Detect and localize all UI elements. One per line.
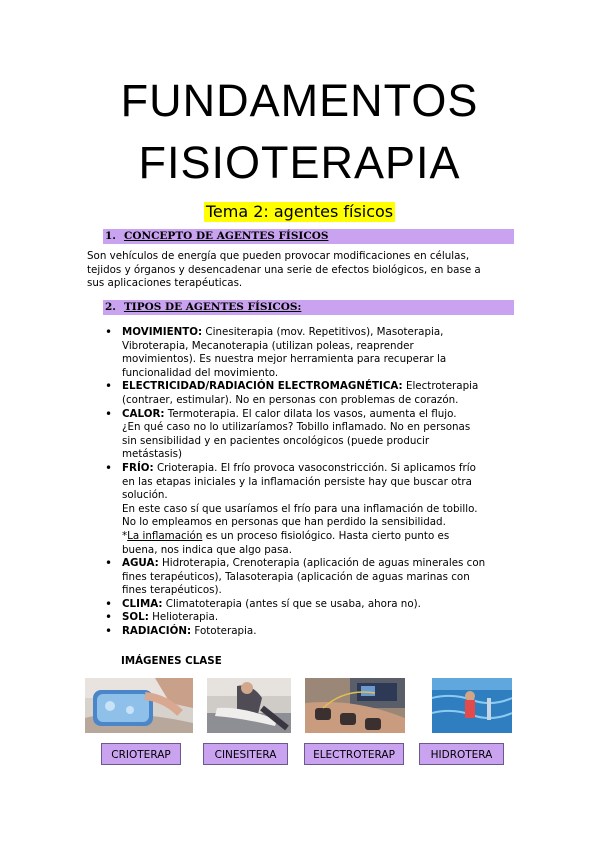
item-term: FRÍO:: [122, 461, 154, 474]
item-text: movimientos). Es nuestra mejor herramienta para recuperar la: [122, 353, 447, 366]
section-2-heading: [103, 300, 514, 315]
electroterapia-button[interactable]: ELECTROTERAP: [304, 743, 404, 765]
cinesiterapia-photo: [207, 678, 291, 733]
item-term: CALOR:: [122, 407, 165, 420]
list-item-movimiento: [104, 326, 514, 380]
item-text: Electroterapia: [402, 380, 479, 393]
crioterapia-photo: [85, 678, 193, 733]
item-text: Helioterapia.: [148, 611, 219, 624]
item-term: RADIACIÓN:: [122, 625, 192, 638]
hidroterapia-button[interactable]: HIDROTERA: [419, 743, 504, 765]
subtitle: [0, 202, 599, 222]
list-item-radiacion: [104, 625, 514, 639]
note-underlined: La inflamación: [127, 529, 203, 542]
item-text: Cinesiterapia (mov. Repetitivos), Masoterapia,: [202, 326, 444, 338]
item-term: MOVIMIENTO:: [122, 326, 203, 338]
list-item-calor: [104, 408, 514, 462]
list-item-clima: [104, 598, 514, 612]
item-term: AGUA:: [122, 557, 159, 570]
section-2-title: TIPOS DE AGENTES FÍSICOS:: [123, 301, 302, 313]
note-text: es un proceso fisiológico. Hasta cierto punto es: [202, 529, 450, 542]
item-text: (contraer, estimular). No en personas con problemas de corazón.: [122, 393, 459, 406]
list-item-agua: [104, 557, 514, 598]
item-text: Crioterapia. El frío provoca vasoconstricción. Si aplicamos frío: [153, 461, 476, 474]
para-line: sus aplicaciones terapéuticas.: [87, 277, 243, 290]
crioterapia-button[interactable]: CRIOTERAP: [101, 743, 181, 765]
item-text: funcionalidad del movimiento.: [122, 366, 279, 379]
item-text: ¿En qué caso no lo utilizaríamos? Tobillo inflamado. No en personas: [122, 421, 471, 434]
item-term: SOL:: [122, 611, 149, 624]
subtitle-text: Tema 2: agentes físicos: [205, 202, 394, 221]
item-term: ELECTRICIDAD/RADIACIÓN ELECTROMAGNÉTICA:: [122, 380, 403, 393]
list-item-electricidad: [104, 380, 514, 407]
electroterapia-photo: [305, 678, 405, 733]
item-text: solución.: [122, 489, 168, 502]
item-text: Vibroterapia, Mecanoterapia (utilizan poleas, reaprender: [122, 339, 414, 352]
agents-list: [104, 326, 514, 639]
section-1-paragraph: [87, 250, 517, 291]
item-text: en las etapas iniciales y la inflamación persiste hay que buscar otra: [122, 475, 472, 488]
section-1-number: 1.: [105, 230, 116, 242]
item-text: fines terapéuticos), Talasoterapia (aplicación de aguas marinas con: [122, 570, 470, 583]
item-text: En este caso sí que usaríamos el frío para una inflamación de tobillo.: [122, 502, 478, 515]
item-text: fines terapéuticos).: [122, 584, 222, 597]
item-text: Hidroterapia, Crenoterapia (aplicación de aguas minerales con: [158, 557, 486, 570]
note-text: buena, nos indica que algo pasa.: [122, 543, 293, 556]
section-1-heading: [103, 229, 514, 244]
item-text: metástasis): [122, 448, 183, 461]
item-term: CLIMA:: [122, 597, 163, 610]
note-prefix: *: [122, 529, 128, 542]
para-line: tejidos y órganos y desencadenar una serie de efectos biológicos, en base a: [87, 263, 481, 276]
cinesiterapia-button[interactable]: CINESITERA: [203, 743, 288, 765]
item-text: Termoterapia. El calor dilata los vasos, aumenta el flujo.: [164, 407, 457, 420]
section-2-number: 2.: [105, 301, 116, 313]
list-item-frio: [104, 462, 514, 557]
list-item-sol: [104, 611, 514, 625]
hidroterapia-photo: [432, 678, 512, 733]
doc-title-line-1: FUNDAMENTOS: [120, 75, 479, 126]
item-text: sin sensibilidad y en pacientes oncológicos (puede producir: [122, 434, 430, 447]
section-1-title: CONCEPTO DE AGENTES FÍSICOS: [123, 230, 329, 242]
images-heading: IMÁGENES CLASE: [121, 655, 222, 667]
item-text: No lo empleamos en personas que han perdido la sensibilidad.: [122, 516, 446, 529]
item-text: Climatoterapia (antes sí que se usaba, ahora no).: [162, 597, 421, 610]
item-text: Fototerapia.: [191, 625, 257, 638]
para-line: Son vehículos de energía que pueden provocar modificaciones en células,: [87, 250, 470, 262]
doc-title-line-2: FISIOTERAPIA: [138, 137, 461, 188]
